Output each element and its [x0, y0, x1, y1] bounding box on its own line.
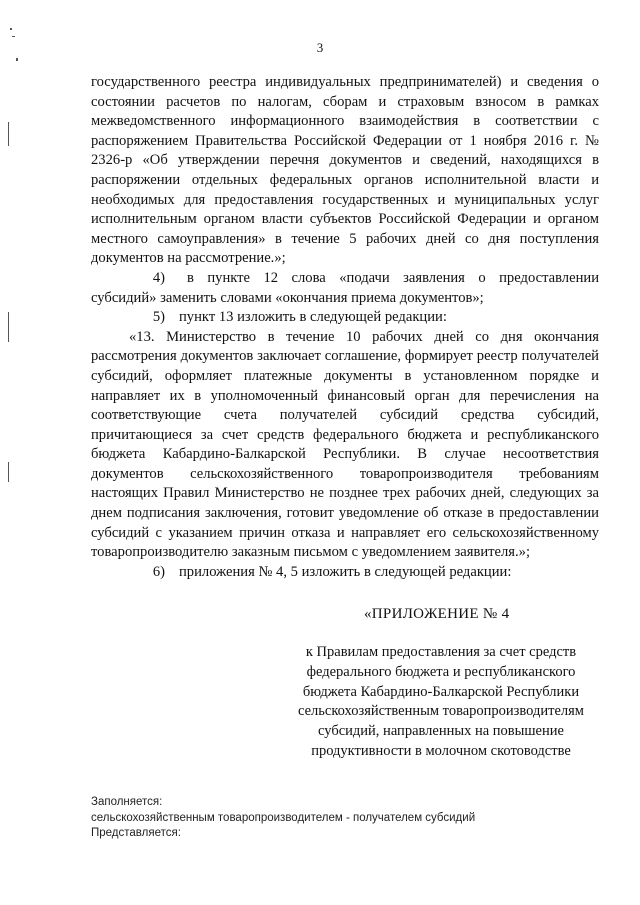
appendix-subtitle-line: сельскохозяйственным товаропроизводителям: [298, 703, 584, 720]
appendix-title: «ПРИЛОЖЕНИЕ № 4: [364, 606, 510, 622]
list-item-text: приложения № 4, 5 изложить в следующей редакции:: [179, 563, 512, 580]
filled-by-value: сельскохозяйственным товаропроизводителем - получателем субсидий: [91, 811, 476, 824]
appendix-subtitle: [282, 643, 600, 762]
appendix-subtitle-line: субсидий, направленных на повышение: [318, 723, 564, 740]
list-item-4-text: в пункте 12 слова «подачи заявления о предоставлении субсидий» заменить словами «окончания приема документов»;: [91, 269, 599, 306]
list-item-5: [91, 308, 599, 328]
filled-by-label: Заполняется:: [91, 796, 163, 808]
paragraph-continuation: государственного реестра индивидуальных предпринимателей) и сведения о состоянии расчетов по налогам, сборам и страховым взносом в рамках межведомственного информационного взаимодействия в соответствии с распоряжением Правительства Российской Федерации от 1 ноября 2016 г. № 2326-р «Об утверждении перечня документов и сведений, находящихся в распоряжении отдельных федеральных органов исполнительной власти и необходимых для предоставления государственных и муниципальных услуг исполнительным органом власти субъектов Российской Федерации и органом местного самоуправления» в течение 5 рабочих дней со дня поступления документов на рассмотрение.»;: [91, 74, 599, 267]
appendix-subtitle-line: федерального бюджета и республиканского: [306, 663, 576, 680]
body-text: [91, 73, 599, 582]
scan-margin-marks: [6, 22, 20, 622]
appendix-subtitle-line: бюджета Кабардино-Балкарской Республики: [302, 683, 580, 700]
page-number: 3: [316, 40, 324, 55]
list-item-number: 4): [152, 269, 165, 286]
form-header-notes: [91, 795, 475, 842]
appendix-subtitle-line: продуктивности в молочном скотоводстве: [311, 742, 571, 759]
submitted-label: Представляется:: [91, 827, 181, 839]
list-item-number: 5): [152, 309, 165, 326]
appendix-subtitle-line: к Правилам предоставления за счет средств: [305, 644, 577, 660]
list-item-text: пункт 13 изложить в следующей редакции:: [179, 309, 447, 326]
list-item-number: 6): [152, 563, 165, 580]
list-item-6: [91, 563, 599, 583]
paragraph-13: «13. Министерство в течение 10 рабочих дней со дня окончания рассмотрения документов заключает соглашение, формирует реестр получателей субсидий, оформляет платежные документы в установленном порядке и направляет их в уполномоченный финансовый орган для перечисления на соответствующие счета получателей субсидий средства субсидий, причитающиеся за счет средств федерального бюджета и республиканского бюджета Кабардино-Балкарской Республики. В случае несоответствия документов сельскохозяйственного товаропроизводителя требованиям настоящих Правил Министерство не позднее трех рабочих дней, следующих за днем подписания заключения, готовит уведомление об отказе в предоставлении субсидий с указанием причин отказа и направляет его сельскохозяйственному товаропроизводителю заказным письмом с уведомлением заявителя.»;: [91, 328, 599, 561]
